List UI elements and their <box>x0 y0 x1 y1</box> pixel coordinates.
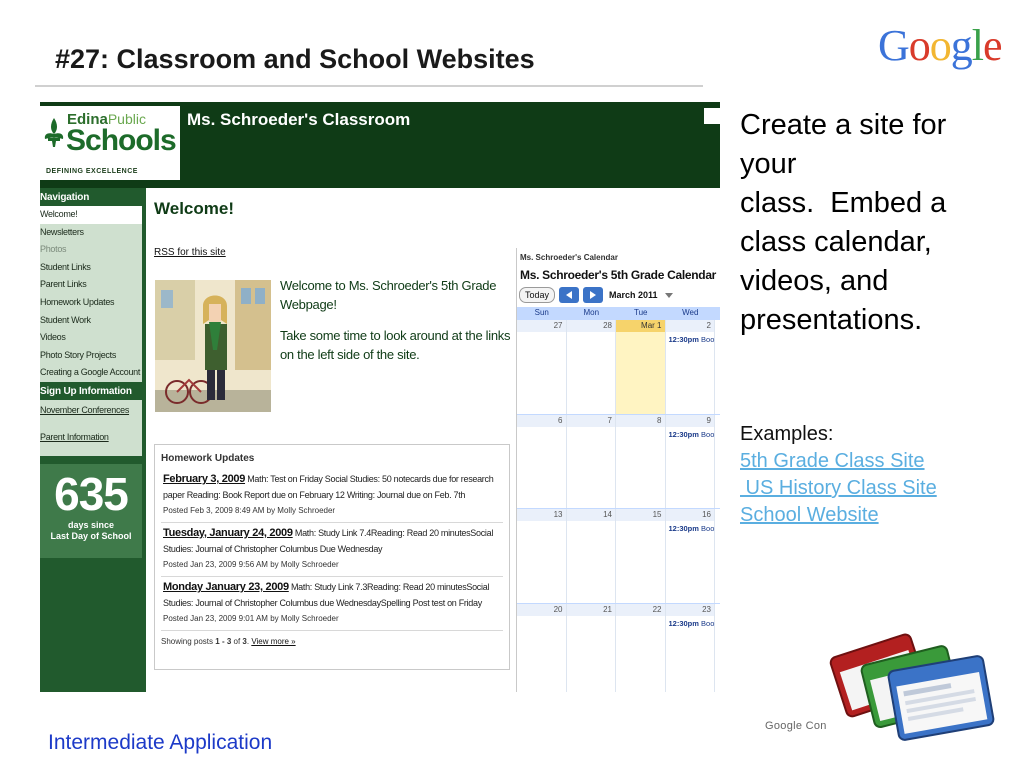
nav-item-welcome[interactable]: Welcome! <box>40 206 142 224</box>
calendar-cell[interactable] <box>567 509 617 603</box>
showing-range: 1 - 3 <box>215 637 232 646</box>
event-title: Boo <box>698 429 715 439</box>
chevron-down-icon[interactable] <box>665 293 673 298</box>
schools-wordmark: Schools <box>66 124 176 157</box>
showing-of: of <box>231 637 243 646</box>
cell-date: Mar 1 <box>616 320 665 332</box>
welcome-text <box>280 276 512 364</box>
counter-value: 635 <box>54 468 128 520</box>
nav-item-photo-story[interactable]: Photo Story Projects <box>40 349 117 360</box>
cell-date: 9 <box>666 415 715 427</box>
nav-item-parent-information[interactable]: Parent Information <box>40 431 109 442</box>
google-logo-letter: o <box>929 21 951 70</box>
homework-post <box>161 469 503 523</box>
calendar-cell[interactable] <box>666 320 716 414</box>
day-sun: Sun <box>534 308 549 317</box>
nav-item-homework-updates[interactable]: Homework Updates <box>40 296 115 307</box>
homework-post-text: Math: Test on Friday Social Studies: 50 notecards due for research paper Reading: Book Report due on February 12 Writing: Journal due on Feb. 7th <box>163 474 494 500</box>
homework-post-text: Math: Study Link 7.4Reading: Read 20 minutesSocial Studies: Journal of Christopher Columbus Due Wednesday <box>163 528 494 554</box>
event-time: 12:30pm <box>668 429 699 439</box>
nav-item-newsletters[interactable]: Newsletters <box>40 226 84 237</box>
google-logo-letter: g <box>950 21 972 70</box>
event-title: Boo <box>698 335 715 344</box>
calendar-cell-today[interactable] <box>616 320 666 414</box>
homework-post-text: Math: Study Link 7.3Reading: Read 20 minutesSocial Studies: Journal of Christopher Columbus due WednesdaySpelling Post test on Friday <box>163 582 490 608</box>
calendar-event[interactable] <box>666 332 715 344</box>
homework-post-date[interactable]: Monday January 23, 2009 <box>163 581 289 593</box>
event-title: Boo <box>698 618 715 628</box>
showing-total: 3 <box>242 637 247 646</box>
event-title: Boo <box>698 524 715 533</box>
counter-label-line1: days since <box>67 520 115 530</box>
calendar-small-title: Ms. Schroeder's Calendar <box>520 253 618 262</box>
edina-schools-logo[interactable] <box>40 106 180 180</box>
calendar-day-header <box>517 307 720 319</box>
nav-heading: Navigation <box>40 192 90 203</box>
homework-post <box>161 577 503 631</box>
student-cartoon-image <box>155 280 271 412</box>
event-time: 12:30pm <box>668 524 699 533</box>
fleur-de-lis-icon <box>43 116 65 148</box>
month-label[interactable]: March 2011 <box>609 290 658 300</box>
calendar-cell[interactable] <box>517 415 567 509</box>
homework-post-body <box>163 525 503 557</box>
homework-title: Homework Updates <box>161 453 255 464</box>
homework-post <box>161 523 503 577</box>
cell-date: 16 <box>666 509 715 521</box>
calendar-week <box>517 319 720 414</box>
nav-item-parent-links[interactable]: Parent Links <box>40 279 87 290</box>
calendar-cell[interactable] <box>567 415 617 509</box>
site-header <box>40 102 720 188</box>
public-word: Public <box>107 111 146 127</box>
view-more-link[interactable]: View more » <box>251 637 296 646</box>
showing-prefix: Showing posts <box>161 637 216 646</box>
cell-date: 8 <box>616 415 665 427</box>
calendar-event[interactable] <box>666 427 715 439</box>
link-5th-grade-class-site[interactable]: 5th Grade Class Site <box>740 450 925 472</box>
nav-item-google-account[interactable]: Creating a Google Account <box>40 367 141 378</box>
calendar-cell[interactable] <box>616 604 666 693</box>
google-logo-letter: G <box>878 21 909 70</box>
google-logo-letter: l <box>971 21 984 70</box>
title-divider <box>35 85 703 87</box>
nav-item-student-work[interactable]: Student Work <box>40 314 91 325</box>
next-month-button[interactable] <box>583 287 603 303</box>
cell-date: 14 <box>567 509 616 521</box>
calendar-cell[interactable] <box>567 320 617 414</box>
cell-date: 22 <box>616 604 665 616</box>
cell-date: 6 <box>517 415 566 427</box>
showing-dot: . <box>246 637 252 646</box>
homework-updates-box <box>154 444 510 670</box>
homework-post-body <box>163 471 503 503</box>
triangle-left-icon <box>565 291 573 299</box>
site-title: Ms. Schroeder's Classroom <box>187 110 411 129</box>
welcome-heading: Welcome! <box>154 199 234 218</box>
google-sites-icon <box>826 612 1004 742</box>
signup-heading: Sign Up Information <box>40 385 132 397</box>
nav-item-student-links[interactable]: Student Links <box>40 261 91 272</box>
homework-post-date[interactable]: February 3, 2009 <box>163 473 246 485</box>
cell-date: 2 <box>666 320 715 332</box>
body-line: class calendar, <box>740 226 932 258</box>
welcome-paragraph-2: Take some time to look around at the links on the left side of the site. <box>280 328 511 362</box>
cartoon-illustration <box>155 280 271 412</box>
homework-post-meta: Posted Jan 23, 2009 9:01 AM by Molly Schroeder <box>163 614 339 623</box>
calendar-cell[interactable] <box>517 320 567 414</box>
calendar-cell[interactable] <box>666 604 716 693</box>
calendar-cell[interactable] <box>666 415 716 509</box>
calendar-cell[interactable] <box>567 604 617 693</box>
nav-list <box>40 206 142 382</box>
link-school-website[interactable]: School Website <box>740 504 879 526</box>
nav-item-photos[interactable]: Photos <box>40 244 67 255</box>
day-wed: Wed <box>682 308 699 317</box>
triangle-right-icon <box>589 291 597 299</box>
prev-month-button[interactable] <box>559 287 579 303</box>
slide-body-text <box>740 106 1000 340</box>
embedded-calendar <box>516 248 720 692</box>
watermark-text: Google Con <box>765 720 827 732</box>
cell-date: 15 <box>616 509 665 521</box>
calendar-event[interactable] <box>666 521 715 533</box>
event-time: 12:30pm <box>668 335 699 344</box>
calendar-week <box>517 603 720 693</box>
calendar-cell[interactable] <box>616 415 666 509</box>
counter-label-line2: Last Day of School <box>50 531 132 541</box>
homework-post-body <box>163 579 503 611</box>
rss-link[interactable]: RSS for this site <box>154 247 226 258</box>
homework-post-meta: Posted Feb 3, 2009 8:49 AM by Molly Schroeder <box>163 506 336 515</box>
calendar-cell[interactable] <box>616 509 666 603</box>
cell-date: 28 <box>567 320 616 332</box>
google-logo <box>878 20 1002 71</box>
examples-block <box>740 421 1000 529</box>
calendar-title: Ms. Schroeder's 5th Grade Calendar <box>520 268 717 282</box>
body-line: class. Embed a <box>740 187 947 219</box>
cell-date: 27 <box>517 320 566 332</box>
body-line: presentations. <box>740 304 923 336</box>
calendar-event[interactable] <box>666 616 715 628</box>
edina-word: Edina <box>67 111 108 128</box>
classroom-site-screenshot <box>40 102 720 692</box>
examples-label: Examples: <box>740 423 834 445</box>
calendar-cell[interactable] <box>517 509 567 603</box>
cell-date: 20 <box>517 604 566 616</box>
homework-post-date[interactable]: Tuesday, January 24, 2009 <box>163 527 293 539</box>
header-search-box[interactable] <box>704 108 720 124</box>
slide-title: #27: Classroom and School Websites <box>55 44 535 74</box>
body-line: your <box>740 148 797 180</box>
slide-footer: Intermediate Application <box>48 731 273 754</box>
today-button[interactable]: Today <box>519 287 555 303</box>
body-line: videos, and <box>740 265 889 297</box>
nav-item-videos[interactable]: Videos <box>40 332 66 343</box>
signup-list <box>40 400 142 456</box>
days-counter <box>40 464 142 558</box>
day-tue: Tue <box>634 308 648 317</box>
homework-post-meta: Posted Jan 23, 2009 9:56 AM by Molly Schroeder <box>163 560 339 569</box>
welcome-paragraph-1: Welcome to Ms. Schroeder's 5th Grade Webpage! <box>280 278 497 312</box>
cell-date: 7 <box>567 415 616 427</box>
calendar-cell[interactable] <box>517 604 567 693</box>
calendar-week <box>517 414 720 509</box>
calendar-week <box>517 508 720 603</box>
calendar-controls <box>517 285 720 307</box>
nav-item-november-conferences[interactable]: November Conferences <box>40 404 130 415</box>
cell-date: 13 <box>517 509 566 521</box>
cell-date: 23 <box>666 604 715 616</box>
site-main <box>146 188 520 692</box>
event-time: 12:30pm <box>668 618 699 628</box>
homework-footer <box>155 631 509 646</box>
logo-tagline: DEFINING EXCELLENCE <box>46 168 138 175</box>
calendar-cell[interactable] <box>666 509 716 603</box>
cell-date: 21 <box>567 604 616 616</box>
day-mon: Mon <box>583 308 600 317</box>
body-line: Create a site for <box>740 109 947 141</box>
link-us-history-class-site[interactable]: US History Class Site <box>740 477 937 499</box>
site-sidebar <box>40 188 146 692</box>
google-logo-letter: o <box>908 21 930 70</box>
google-logo-letter: e <box>983 21 1002 70</box>
